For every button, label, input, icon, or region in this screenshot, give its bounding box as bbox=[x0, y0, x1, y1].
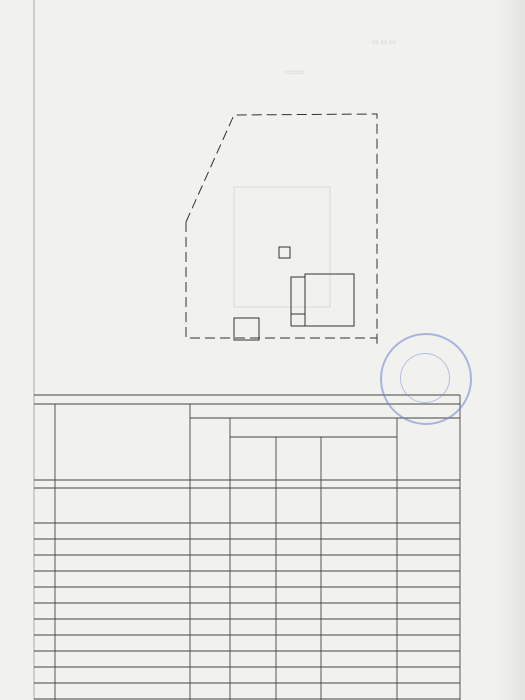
explication-grid bbox=[34, 395, 460, 700]
building-v bbox=[279, 247, 290, 258]
garage-b bbox=[234, 318, 259, 340]
bleed-through-text: ▭▭▭ bbox=[285, 69, 305, 76]
house-a-outline bbox=[291, 274, 354, 326]
official-stamp bbox=[380, 333, 472, 425]
stamp-inner-ring bbox=[400, 353, 450, 403]
lot-boundary bbox=[186, 114, 377, 346]
bleed-through-text: ▭ ▭ ▭ bbox=[372, 39, 396, 46]
